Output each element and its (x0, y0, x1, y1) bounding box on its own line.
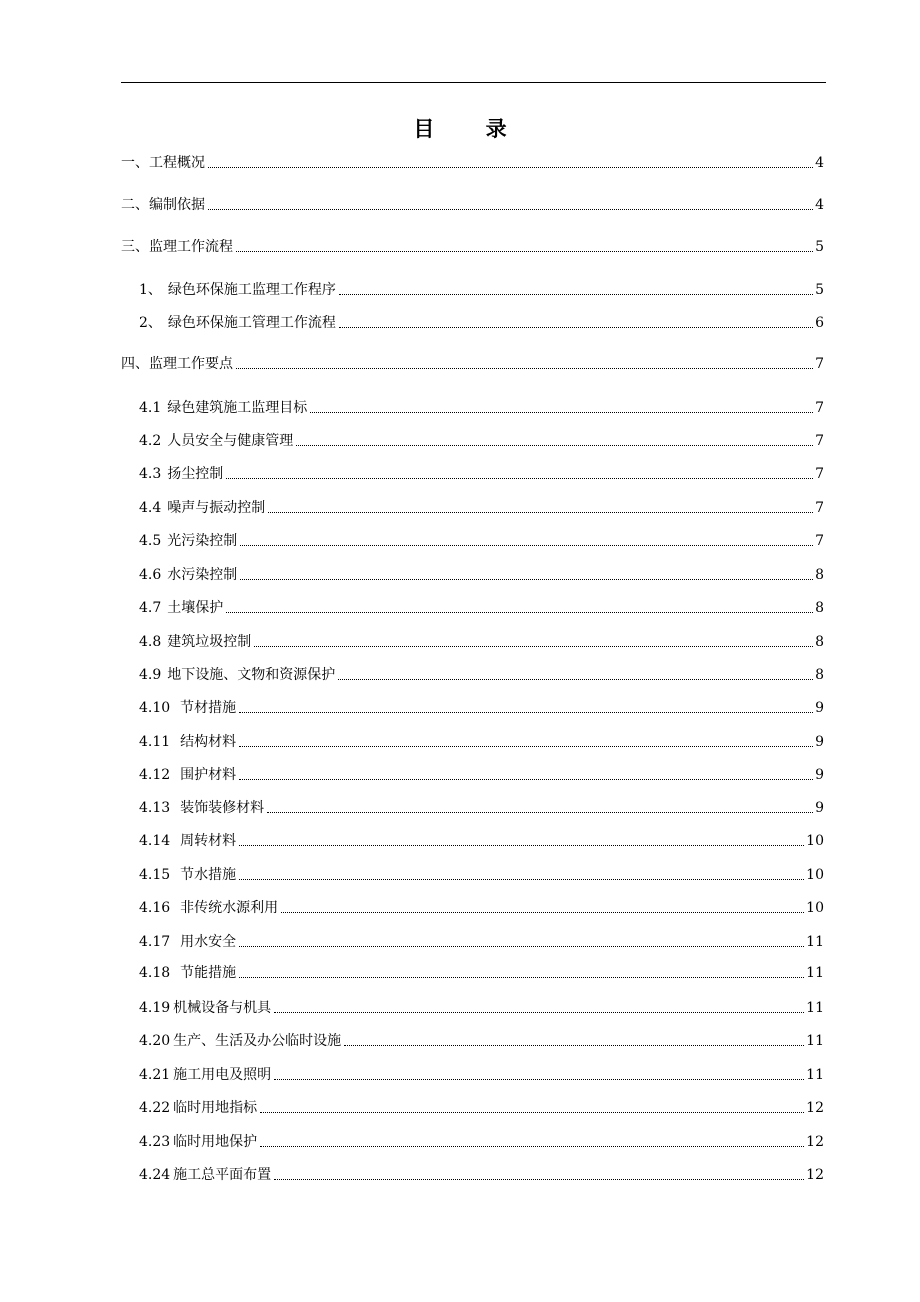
toc-entry-label: 围护材料 (180, 767, 237, 783)
toc-entry-page-number: 7 (815, 533, 824, 549)
toc-dot-leader (236, 368, 813, 369)
toc-dot-leader (240, 545, 813, 546)
toc-entry[interactable] (139, 312, 824, 334)
toc-dot-leader (239, 779, 813, 780)
toc-entry[interactable] (139, 279, 824, 301)
toc-entry-number: 4.13 (139, 800, 171, 816)
toc-entry-page-number: 10 (806, 833, 824, 849)
toc-entry-page-number: 5 (815, 282, 824, 298)
toc-dot-leader (226, 612, 813, 613)
toc-entry[interactable] (139, 1131, 824, 1153)
toc-entry-page-number: 8 (815, 634, 824, 650)
toc-entry[interactable] (139, 530, 824, 552)
toc-dot-leader (344, 1045, 804, 1046)
toc-entry-number: 4.23 (139, 1134, 171, 1150)
toc-entry-page-number: 12 (806, 1167, 824, 1183)
toc-entry-number: 4.1 (139, 400, 162, 416)
toc-entry-label: 建筑垃圾控制 (167, 634, 252, 650)
toc-entry-number: 4.14 (139, 833, 171, 849)
toc-dot-leader (260, 1146, 804, 1147)
toc-entry-label: 地下设施、文物和资源保护 (167, 667, 336, 683)
toc-dot-leader (274, 1012, 804, 1013)
toc-entry-page-number: 7 (815, 433, 824, 449)
toc-dot-leader (338, 679, 813, 680)
toc-dot-leader (239, 977, 804, 978)
toc-entry-label: 人员安全与健康管理 (167, 433, 294, 449)
toc-dot-leader (281, 912, 804, 913)
toc-entry-label: 施工用电及照明 (173, 1067, 272, 1083)
toc-entry-number: 4.9 (139, 667, 162, 683)
toc-dot-leader (254, 646, 813, 647)
toc-dot-leader (296, 445, 813, 446)
toc-entry-label: 临时用地指标 (173, 1100, 258, 1116)
toc-entry-page-number: 8 (815, 600, 824, 616)
toc-entry-label: 装饰装修材料 (180, 800, 265, 816)
toc-title: 目 录 (413, 116, 529, 141)
toc-entry-label: 土壤保护 (167, 600, 224, 616)
toc-dot-leader (339, 294, 813, 295)
toc-entry-label: 节能措施 (180, 965, 237, 981)
toc-entry-number: 1、 (139, 282, 162, 298)
toc-entry-label: 施工总平面布置 (173, 1167, 272, 1183)
toc-entry-page-number: 11 (806, 965, 824, 981)
toc-entry-label: 绿色环保施工管理工作流程 (167, 315, 336, 331)
toc-entry-number: 4.22 (139, 1100, 171, 1116)
toc-entry[interactable] (139, 430, 824, 452)
toc-dot-leader (208, 209, 813, 210)
toc-dot-leader (310, 412, 813, 413)
toc-entry-page-number: 7 (815, 500, 824, 516)
toc-entry[interactable] (139, 1030, 824, 1052)
toc-entry-label: 节水措施 (180, 867, 237, 883)
toc-entry-label: 水污染控制 (167, 567, 238, 583)
toc-entry-label: 噪声与振动控制 (167, 500, 266, 516)
toc-entry-number: 三、 (121, 239, 149, 255)
toc-dot-leader (239, 879, 804, 880)
toc-entry-number: 四、 (121, 356, 149, 372)
toc-entry[interactable] (139, 397, 824, 419)
toc-entry-label: 编制依据 (149, 197, 205, 213)
toc-entry-number: 二、 (121, 197, 149, 213)
toc-dot-leader (239, 845, 804, 846)
toc-entry-label: 机械设备与机具 (173, 1000, 272, 1016)
toc-entry[interactable] (139, 697, 824, 719)
toc-entry-label: 临时用地保护 (173, 1134, 258, 1150)
toc-entry-page-number: 4 (815, 155, 824, 171)
toc-entry-number: 4.16 (139, 900, 171, 916)
toc-entry-label: 监理工作要点 (149, 356, 233, 372)
toc-entry[interactable] (139, 997, 824, 1019)
toc-entry[interactable] (139, 664, 824, 686)
toc-dot-leader (236, 251, 813, 252)
toc-entry-label: 监理工作流程 (149, 239, 233, 255)
toc-entry[interactable] (139, 497, 824, 519)
toc-entry-label: 节材措施 (180, 700, 237, 716)
toc-entry-number: 4.21 (139, 1067, 171, 1083)
toc-dot-leader (260, 1112, 804, 1113)
toc-entry-label: 生产、生活及办公临时设施 (173, 1033, 342, 1049)
toc-entry[interactable] (139, 897, 824, 919)
toc-entry[interactable] (139, 1164, 824, 1186)
toc-entry-label: 光污染控制 (167, 533, 238, 549)
toc-entry[interactable] (121, 236, 824, 258)
toc-entry-page-number: 8 (815, 567, 824, 583)
toc-entry[interactable] (121, 194, 824, 216)
toc-entry-page-number: 9 (815, 767, 824, 783)
toc-entry[interactable] (139, 463, 824, 485)
toc-entry[interactable] (139, 830, 824, 852)
toc-entry-number: 一、 (121, 155, 149, 171)
toc-entry-number: 4.6 (139, 567, 162, 583)
toc-dot-leader (239, 946, 804, 947)
toc-entry[interactable] (139, 962, 824, 984)
toc-entry-page-number: 11 (806, 934, 824, 950)
toc-entry-page-number: 11 (806, 1067, 824, 1083)
toc-entry-number: 4.19 (139, 1000, 171, 1016)
toc-entry-label: 用水安全 (180, 934, 237, 950)
toc-entry-page-number: 9 (815, 734, 824, 750)
toc-entry-label: 周转材料 (180, 833, 237, 849)
toc-entry-label: 扬尘控制 (167, 466, 224, 482)
toc-entry-page-number: 4 (815, 197, 824, 213)
toc-entry-number: 4.7 (139, 600, 162, 616)
toc-entry-number: 4.8 (139, 634, 162, 650)
toc-entry-number: 4.24 (139, 1167, 171, 1183)
toc-entry-number: 4.20 (139, 1033, 171, 1049)
toc-dot-leader (274, 1079, 804, 1080)
toc-entry[interactable] (139, 1064, 824, 1086)
header-rule (121, 82, 826, 83)
toc-entry[interactable] (139, 764, 824, 786)
toc-entry-label: 非传统水源利用 (180, 900, 279, 916)
toc-entry-number: 4.12 (139, 767, 171, 783)
toc-entry-number: 4.4 (139, 500, 162, 516)
toc-entry[interactable] (139, 564, 824, 586)
toc-entry-page-number: 11 (806, 1000, 824, 1016)
toc-entry-number: 4.11 (139, 734, 171, 750)
toc-entry-page-number: 10 (806, 867, 824, 883)
toc-entry[interactable] (139, 931, 824, 953)
toc-entry-page-number: 7 (815, 356, 824, 372)
toc-dot-leader (239, 712, 813, 713)
toc-entry-page-number: 11 (806, 1033, 824, 1049)
toc-entry-page-number: 9 (815, 700, 824, 716)
toc-entry-number: 2、 (139, 315, 162, 331)
toc-entry-page-number: 10 (806, 900, 824, 916)
toc-entry[interactable] (139, 731, 824, 753)
toc-dot-leader (268, 512, 813, 513)
toc-entry-label: 结构材料 (180, 734, 237, 750)
toc-entry-number: 4.3 (139, 466, 162, 482)
toc-entry-number: 4.2 (139, 433, 162, 449)
toc-entry-page-number: 9 (815, 800, 824, 816)
toc-entry[interactable] (139, 631, 824, 653)
toc-entry-label: 绿色建筑施工监理目标 (167, 400, 308, 416)
toc-entry[interactable] (139, 864, 824, 886)
toc-dot-leader (239, 746, 813, 747)
toc-entry-page-number: 6 (815, 315, 824, 331)
toc-entry-page-number: 7 (815, 466, 824, 482)
toc-dot-leader (274, 1179, 804, 1180)
toc-entry[interactable] (139, 597, 824, 619)
toc-dot-leader (240, 579, 813, 580)
toc-entry[interactable] (139, 797, 824, 819)
toc-entry[interactable] (121, 353, 824, 375)
toc-dot-leader (226, 478, 813, 479)
toc-entry[interactable] (139, 1097, 824, 1119)
toc-entry-page-number: 12 (806, 1100, 824, 1116)
toc-entry-number: 4.5 (139, 533, 162, 549)
toc-entry-label: 绿色环保施工监理工作程序 (167, 282, 336, 298)
toc-entry-page-number: 8 (815, 667, 824, 683)
toc-entry-number: 4.15 (139, 867, 171, 883)
toc-entry-label: 工程概况 (149, 155, 205, 171)
toc-entry-number: 4.17 (139, 934, 171, 950)
toc-entry[interactable] (121, 152, 824, 174)
toc-dot-leader (267, 812, 813, 813)
toc-entry-number: 4.18 (139, 965, 171, 981)
toc-dot-leader (339, 327, 813, 328)
toc-entry-page-number: 5 (815, 239, 824, 255)
toc-entry-number: 4.10 (139, 700, 171, 716)
toc-dot-leader (208, 167, 813, 168)
toc-entry-page-number: 7 (815, 400, 824, 416)
toc-entry-page-number: 12 (806, 1134, 824, 1150)
